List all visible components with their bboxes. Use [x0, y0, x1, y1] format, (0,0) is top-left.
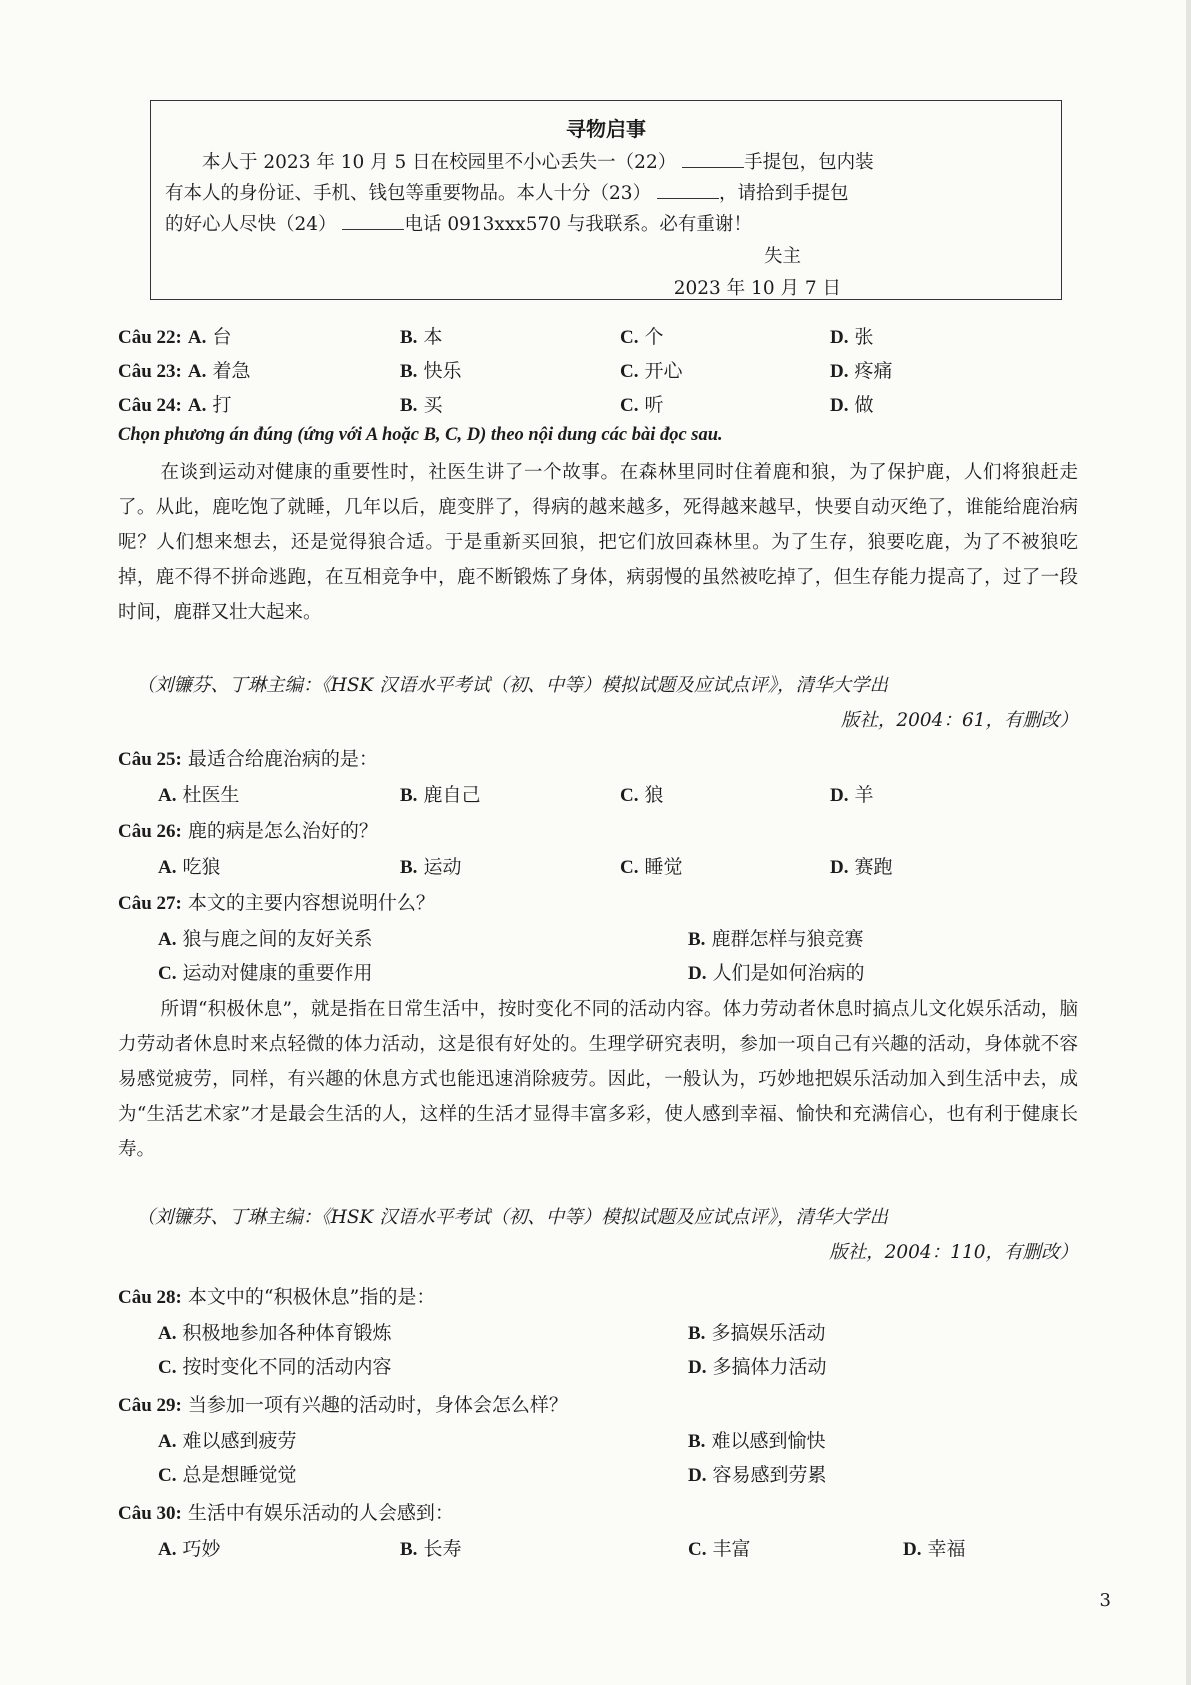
- option-24-c[interactable]: 听: [644, 394, 664, 416]
- option-28-a[interactable]: 积极地参加各种体育锻炼: [182, 1322, 392, 1344]
- question-24-options: Câu 24: A. 打 B. 买 C. 听 D. 做: [118, 394, 874, 416]
- option-22-c[interactable]: 个: [644, 326, 664, 348]
- notice-line-3: 的好心人尽快（24） 电话 0913xxx570 与我联系。必有重谢！: [165, 209, 1047, 240]
- option-30-c[interactable]: 丰富: [712, 1538, 751, 1560]
- lost-notice-box: [150, 100, 1062, 300]
- question-26-options: A. 吃狼 B. 运动 C. 睡觉 D. 赛跑: [158, 856, 893, 878]
- option-26-b[interactable]: 运动: [423, 856, 462, 878]
- blank-24: [342, 211, 404, 230]
- option-24-d[interactable]: 做: [854, 394, 874, 416]
- option-28-c[interactable]: 按时变化不同的活动内容: [182, 1356, 392, 1378]
- notice-line-1: 本人于 2023 年 10 月 5 日在校园里不小心丢失一（22） 手提包，包内装: [165, 147, 1047, 178]
- blank-22: [682, 149, 744, 168]
- option-29-b[interactable]: 难以感到愉快: [711, 1430, 826, 1452]
- notice-date: 2023 年 10 月 7 日: [673, 278, 841, 299]
- option-28-d[interactable]: 多搞体力活动: [712, 1356, 827, 1378]
- option-28-b[interactable]: 多搞娱乐活动: [711, 1322, 826, 1344]
- passage-2-source: （刘镰芬、丁琳主编：《HSK 汉语水平考试（初、中等）模拟试题及应试点评》，清华大学出 版社，2004：110，有删改）: [136, 1207, 1078, 1263]
- question-28-options-cd: C. 按时变化不同的活动内容 D. 多搞体力活动: [158, 1356, 827, 1378]
- option-25-c[interactable]: 狼: [644, 784, 664, 806]
- passage-1-source: （刘镰芬、丁琳主编：《HSK 汉语水平考试（初、中等）模拟试题及应试点评》，清华大学出 版社，2004：61，有删改）: [136, 675, 1078, 731]
- blank-23: [657, 180, 719, 199]
- question-25-stem: Câu 25: 最适合给鹿治病的是：: [118, 748, 378, 770]
- option-22-d[interactable]: 张: [854, 326, 874, 348]
- option-26-c[interactable]: 睡觉: [644, 856, 683, 878]
- option-24-b[interactable]: 买: [423, 394, 443, 416]
- option-26-a[interactable]: 吃狼: [182, 856, 221, 878]
- page-number: 3: [1099, 1590, 1111, 1611]
- option-30-a[interactable]: 巧妙: [182, 1538, 221, 1560]
- option-23-d[interactable]: 疼痛: [854, 360, 893, 382]
- question-22-options: Câu 22: A. 台 B. 本 C. 个 D. 张: [118, 326, 874, 348]
- question-25-options: A. 杜医生 B. 鹿自己 C. 狼 D. 羊: [158, 784, 874, 806]
- option-30-d[interactable]: 幸福: [927, 1538, 966, 1560]
- option-25-d[interactable]: 羊: [854, 784, 874, 806]
- page-edge: [1186, 0, 1191, 1685]
- option-27-a[interactable]: 狼与鹿之间的友好关系: [182, 928, 373, 950]
- option-26-d[interactable]: 赛跑: [854, 856, 893, 878]
- passage-1: [118, 455, 1078, 630]
- option-29-d[interactable]: 容易感到劳累: [712, 1464, 827, 1486]
- passage-2-text: 所谓“积极休息”，就是指在日常生活中，按时变化不同的活动内容。体力劳动者休息时搞点儿文化娱乐活动，脑力劳动者休息时来点轻微的体力活动，这是很有好处的。生理学研究表明，参加一项自己有兴趣的活动，身体就不容易感觉疲劳，同样，有兴趣的休息方式也能迅速消除疲劳。因此，一般认为，巧妙地把娱乐活动加入到生活中去，成为“生活艺术家”才是最会生活的人，这样的生活才显得丰富多彩，使人感到幸福、愉快和充满信心，也有利于健康长寿。: [118, 999, 1078, 1160]
- question-29-stem: Câu 29: 当参加一项有兴趣的活动时，身体会怎么样？: [118, 1394, 568, 1416]
- question-29-options-cd: C. 总是想睡觉觉 D. 容易感到劳累: [158, 1464, 827, 1486]
- question-27-options-cd: C. 运动对健康的重要作用 D. 人们是如何治病的: [158, 962, 865, 984]
- question-28-options-ab: A. 积极地参加各种体育锻炼 B. 多搞娱乐活动: [158, 1322, 826, 1344]
- question-30-stem: Câu 30: 生活中有娱乐活动的人会感到：: [118, 1502, 454, 1524]
- notice-signer: 失主: [763, 246, 801, 267]
- option-30-b[interactable]: 长寿: [423, 1538, 462, 1560]
- option-27-b[interactable]: 鹿群怎样与狼竞赛: [711, 928, 864, 950]
- reading-instruction: Chọn phương án đúng (ứng với A hoặc B, C, D) theo nội dung các bài đọc sau.: [118, 425, 723, 445]
- question-26-stem: Câu 26: 鹿的病是怎么治好的？: [118, 820, 378, 842]
- question-27-options-ab: A. 狼与鹿之间的友好关系 B. 鹿群怎样与狼竞赛: [158, 928, 864, 950]
- question-28-stem: Câu 28: 本文中的“积极休息”指的是：: [118, 1286, 436, 1308]
- passage-1-text: 在谈到运动对健康的重要性时，社医生讲了一个故事。在森林里同时住着鹿和狼，为了保护鹿，人们将狼赶走了。从此，鹿吃饱了就睡，几年以后，鹿变胖了，得病的越来越多，死得越来越早，快要自动灭绝了，谁能给鹿治病呢？人们想来想去，还是觉得狼合适。于是重新买回狼，把它们放回森林里。为了生存，狼要吃鹿，为了不被狼吃掉，鹿不得不拼命逃跑，在互相竞争中，鹿不断锻炼了身体，病弱慢的虽然被吃掉了，但生存能力提高了，过了一段时间，鹿群又壮大起来。: [118, 462, 1078, 623]
- option-23-c[interactable]: 开心: [644, 360, 683, 382]
- question-30-options: A. 巧妙 B. 长寿 C. 丰富 D. 幸福: [158, 1538, 966, 1560]
- question-29-options-ab: A. 难以感到疲劳 B. 难以感到愉快: [158, 1430, 826, 1452]
- option-27-d[interactable]: 人们是如何治病的: [712, 962, 865, 984]
- option-25-a[interactable]: 杜医生: [182, 784, 240, 806]
- passage-2: [118, 992, 1078, 1167]
- notice-title: 寻物启事: [566, 117, 646, 141]
- notice-line-2: 有本人的身份证、手机、钱包等重要物品。本人十分（23） ，请拾到手提包: [165, 178, 1047, 209]
- question-23-options: Câu 23: A. 着急 B. 快乐 C. 开心 D. 疼痛: [118, 360, 893, 382]
- option-29-a[interactable]: 难以感到疲劳: [182, 1430, 297, 1452]
- option-22-b[interactable]: 本: [423, 326, 443, 348]
- option-27-c[interactable]: 运动对健康的重要作用: [182, 962, 373, 984]
- question-27-stem: Câu 27: 本文的主要内容想说明什么？: [118, 892, 435, 914]
- option-29-c[interactable]: 总是想睡觉觉: [182, 1464, 297, 1486]
- option-24-a[interactable]: 打: [212, 394, 232, 416]
- option-23-b[interactable]: 快乐: [423, 360, 462, 382]
- option-23-a[interactable]: 着急: [212, 360, 251, 382]
- notice-body: [165, 147, 1047, 240]
- option-22-a[interactable]: 台: [212, 326, 232, 348]
- option-25-b[interactable]: 鹿自己: [423, 784, 481, 806]
